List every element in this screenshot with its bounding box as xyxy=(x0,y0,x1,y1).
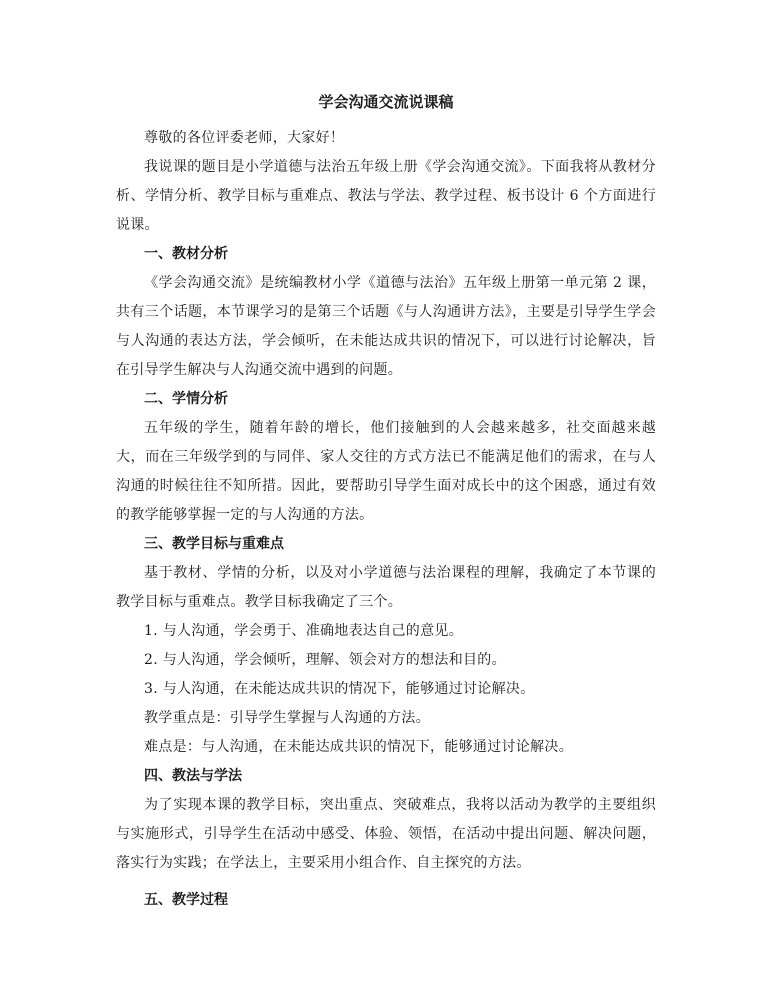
section-heading-student-analysis: 二、学情分析 xyxy=(144,391,228,407)
section-heading-textbook-analysis: 一、教材分析 xyxy=(144,246,228,262)
methods-paragraph: 为了实现本课的教学目标，突出重点、突破难点，我将以活动为教学的主要组织与实施形式，引导学生在活动中感受、体验、领悟，在活动中提出问题、解决问题，落实行为实践；在学法上，主要采用小组合作、自主探究的方法。 xyxy=(116,797,656,871)
section-heading-objectives: 三、教学目标与重难点 xyxy=(144,536,284,552)
document-title: 学会沟通交流说课稿 xyxy=(318,93,454,111)
greeting-paragraph: 尊敬的各位评委老师，大家好！ xyxy=(144,130,345,146)
section-heading-teaching-process: 五、教学过程 xyxy=(144,892,228,908)
section-heading-methods: 四、教法与学法 xyxy=(144,768,242,784)
intro-paragraph: 我说课的题目是小学道德与法治五年级上册《学会沟通交流》。下面我将从教材分析、学情分析、教学目标与重难点、教法与学法、教学过程、板书设计 6 个方面进行说课。 xyxy=(116,159,656,233)
student-analysis-paragraph: 五年级的学生，随着年龄的增长，他们接触到的人会越来越多，社交面越来越大，而在三年级学到的与同伴、家人交往的方式方法已不能满足他们的需求，在与人沟通的时候往往不知所措。因此，要帮助引导学生面对成长中的这个困惑，通过有效的教学能够掌握一定的与人沟通的方法。 xyxy=(116,420,656,523)
key-point-line: 教学重点是：引导学生掌握与人沟通的方法。 xyxy=(144,710,430,726)
objective-item-3: 3. 与人沟通，在未能达成共识的情况下，能够通过讨论解决。 xyxy=(144,681,535,697)
objective-item-1: 1. 与人沟通，学会勇于、准确地表达自己的意见。 xyxy=(144,623,464,639)
difficulty-line: 难点是：与人沟通，在未能达成共识的情况下，能够通过讨论解决。 xyxy=(144,739,573,755)
objective-item-2: 2. 与人沟通，学会倾听，理解、领会对方的想法和目的。 xyxy=(144,652,506,668)
objectives-paragraph: 基于教材、学情的分析，以及对小学道德与法治课程的理解，我确定了本节课的教学目标与重难点。教学目标我确定了三个。 xyxy=(116,565,656,610)
textbook-analysis-paragraph: 《学会沟通交流》是统编教材小学《道德与法治》五年级上册第一单元第 2 课，共有三个话题，本节课学习的是第三个话题《与人沟通讲方法》，主要是引导学生学会与人沟通的表达方法，学会倾听，在未能达成共识的情况下，可以进行讨论解决，旨在引导学生解决与人沟通交流中遇到的问题。 xyxy=(116,275,656,378)
document-body xyxy=(116,124,656,915)
